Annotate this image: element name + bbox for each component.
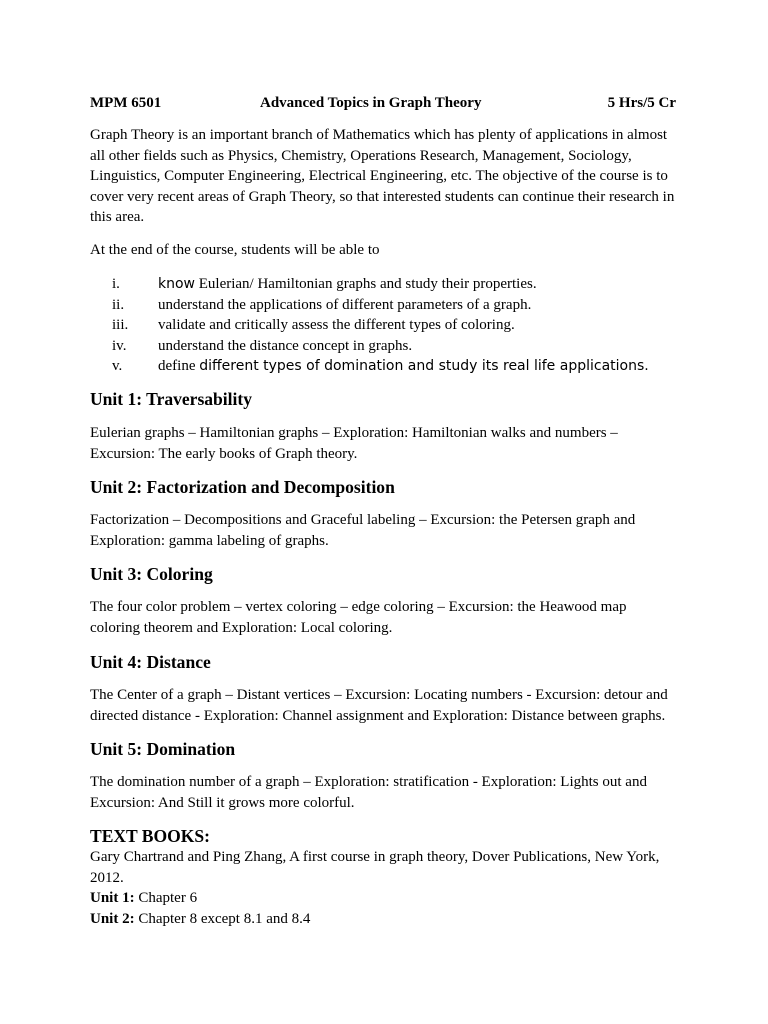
- outcome-text: understand the distance concept in graphs.: [158, 337, 413, 354]
- textbook-reference: Gary Chartrand and Ping Zhang, A first course in graph theory, Dover Publications, New York, 2012.: [90, 849, 660, 886]
- course-code: MPM 6501: [90, 95, 162, 111]
- outcome-number: iii.: [112, 317, 129, 333]
- textbook-unit-label: Unit 2:: [90, 911, 135, 927]
- unit-5-heading: Unit 5: Domination: [90, 739, 236, 759]
- unit-4-text: The Center of a graph – Distant vertices – Excursion: Locating numbers - Excursion: detour and directed distance - Exploration: Channel assignment and Exploration: Distance between graphs.: [90, 687, 668, 724]
- outcome-verb: define: [158, 358, 200, 374]
- unit-1-text: Eulerian graphs – Hamiltonian graphs – Exploration: Hamiltonian walks and numbers – Excursion: The early books of Graph theory.: [90, 425, 618, 462]
- outcome-text: understand the applications of different parameters of a graph.: [158, 296, 532, 313]
- textbook-chapter-row: [90, 909, 680, 930]
- course-title: Advanced Topics in Graph Theory: [260, 95, 482, 111]
- outcome-number: v.: [112, 358, 123, 374]
- outcome-verb: know: [158, 276, 195, 292]
- outcome-item: [90, 336, 680, 357]
- unit-2-text: Factorization – Decompositions and Graceful labeling – Excursion: the Petersen graph and Exploration: gamma labeling of graphs.: [90, 512, 636, 549]
- unit-1-heading: Unit 1: Traversability: [90, 389, 252, 409]
- outcome-number: iv.: [112, 337, 127, 354]
- outcome-item: [90, 315, 680, 336]
- course-intro-paragraph: Graph Theory is an important branch of Mathematics which has plenty of applications in almost all other fields such as Physics, Chemistry, Operations Research, Management, Sociology, Linguistics, Computer Engineering, Electrical Engineering, etc. The objective of the course is to cover very recent areas of Graph Theory, so that interested students can continue their research in this area.: [90, 127, 675, 226]
- course-credits: 5 Hrs/5 Cr: [607, 95, 676, 111]
- outcomes-list: [90, 274, 680, 377]
- unit-2-heading: Unit 2: Factorization and Decomposition: [90, 477, 395, 497]
- textbooks-heading: TEXT BOOKS:: [90, 826, 210, 846]
- course-header: [90, 93, 676, 113]
- unit-3-heading: Unit 3: Coloring: [90, 564, 213, 584]
- outcomes-lead: At the end of the course, students will be able to: [90, 242, 380, 258]
- outcome-text: different types of domination and study its real life applications.: [199, 358, 649, 374]
- unit-4-heading: Unit 4: Distance: [90, 652, 211, 672]
- unit-5-text: The domination number of a graph – Exploration: stratification - Exploration: Lights out and Excursion: And Still it grows more colorful.: [90, 774, 647, 811]
- outcome-item: [90, 356, 680, 377]
- outcome-item: [90, 295, 680, 316]
- outcome-number: i.: [112, 276, 120, 292]
- unit-3-text: The four color problem – vertex coloring – edge coloring – Excursion: the Heawood map coloring theorem and Exploration: Local coloring.: [90, 599, 627, 636]
- outcome-item: [90, 274, 680, 295]
- outcome-text: validate and critically assess the different types of coloring.: [158, 317, 515, 333]
- outcome-number: ii.: [112, 296, 125, 313]
- outcome-text: Eulerian/ Hamiltonian graphs and study their properties.: [195, 276, 537, 292]
- textbook-chapter: Chapter 6: [134, 890, 198, 906]
- textbook-unit-label: Unit 1:: [90, 890, 135, 906]
- textbook-chapter: Chapter 8 except 8.1 and 8.4: [134, 911, 311, 927]
- textbook-chapter-row: [90, 888, 680, 909]
